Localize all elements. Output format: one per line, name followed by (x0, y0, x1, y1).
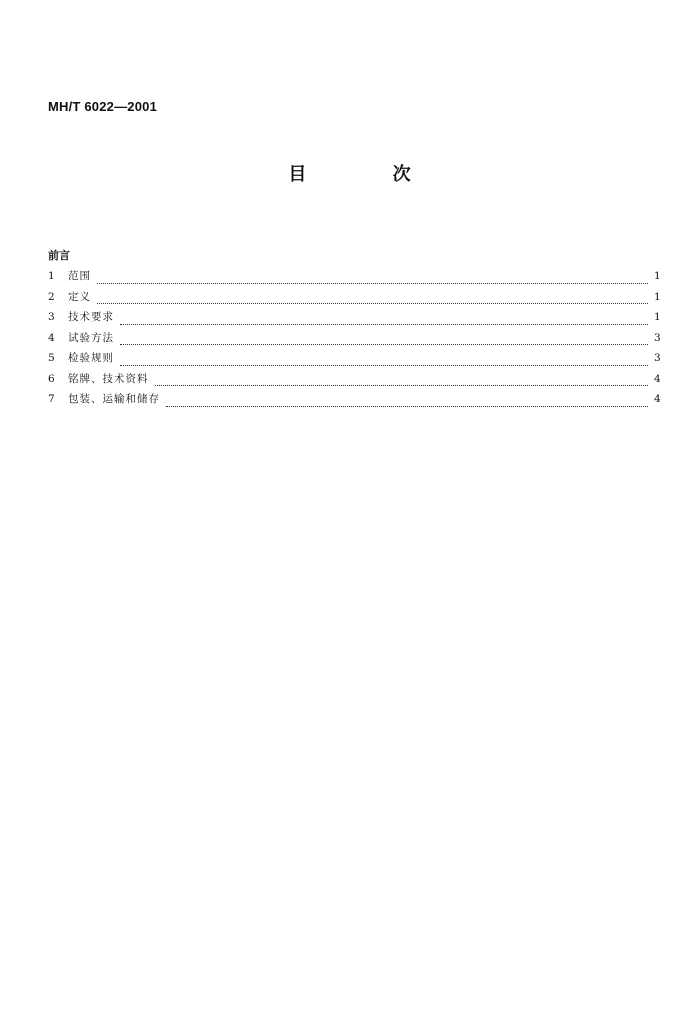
toc-entry (48, 287, 660, 308)
toc-entry-label: 定义 (68, 290, 91, 303)
toc-entry-number: 7 (48, 393, 55, 405)
toc-entry-number: 5 (48, 352, 55, 364)
toc-entry-page: 4 (654, 393, 661, 405)
document-code: MH/T 6022—2001 (48, 99, 158, 114)
toc-foreword: 前言 (48, 249, 70, 262)
toc-dot-leader (97, 282, 648, 284)
toc-entry-label: 铭牌、技术资料 (68, 372, 149, 385)
toc-entry-number: 6 (48, 372, 55, 385)
toc-entry (48, 369, 660, 390)
toc-entry-number: 3 (48, 311, 55, 323)
toc-entry-list (48, 266, 660, 410)
toc-entry-page: 3 (654, 331, 661, 344)
toc-entry-label: 技术要求 (68, 311, 114, 323)
toc-entry-label: 试验方法 (68, 331, 114, 344)
toc-entry-number: 1 (48, 270, 55, 282)
table-of-contents (48, 246, 660, 410)
toc-dot-leader (155, 384, 649, 386)
toc-entry-page: 1 (654, 311, 661, 323)
toc-entry (48, 266, 660, 287)
toc-dot-leader (120, 364, 648, 366)
toc-entry (48, 328, 660, 349)
toc-entry (48, 348, 660, 369)
toc-entry-page: 1 (654, 290, 661, 303)
toc-entry-page: 4 (654, 372, 661, 385)
toc-title: 目 次 (288, 164, 451, 185)
toc-entry-number: 2 (48, 290, 55, 303)
toc-dot-leader (166, 405, 648, 407)
toc-dot-leader (120, 343, 648, 345)
toc-entry-label: 检验规则 (68, 352, 114, 364)
toc-entry-page: 1 (654, 270, 661, 282)
toc-entry-page: 3 (654, 352, 661, 364)
toc-dot-leader (97, 302, 648, 304)
toc-entry-number: 4 (48, 331, 55, 344)
toc-entry (48, 307, 660, 328)
toc-dot-leader (120, 323, 648, 325)
toc-entry-label: 范围 (68, 270, 91, 282)
toc-entry (48, 389, 660, 410)
toc-entry-label: 包装、运输和储存 (68, 393, 160, 405)
